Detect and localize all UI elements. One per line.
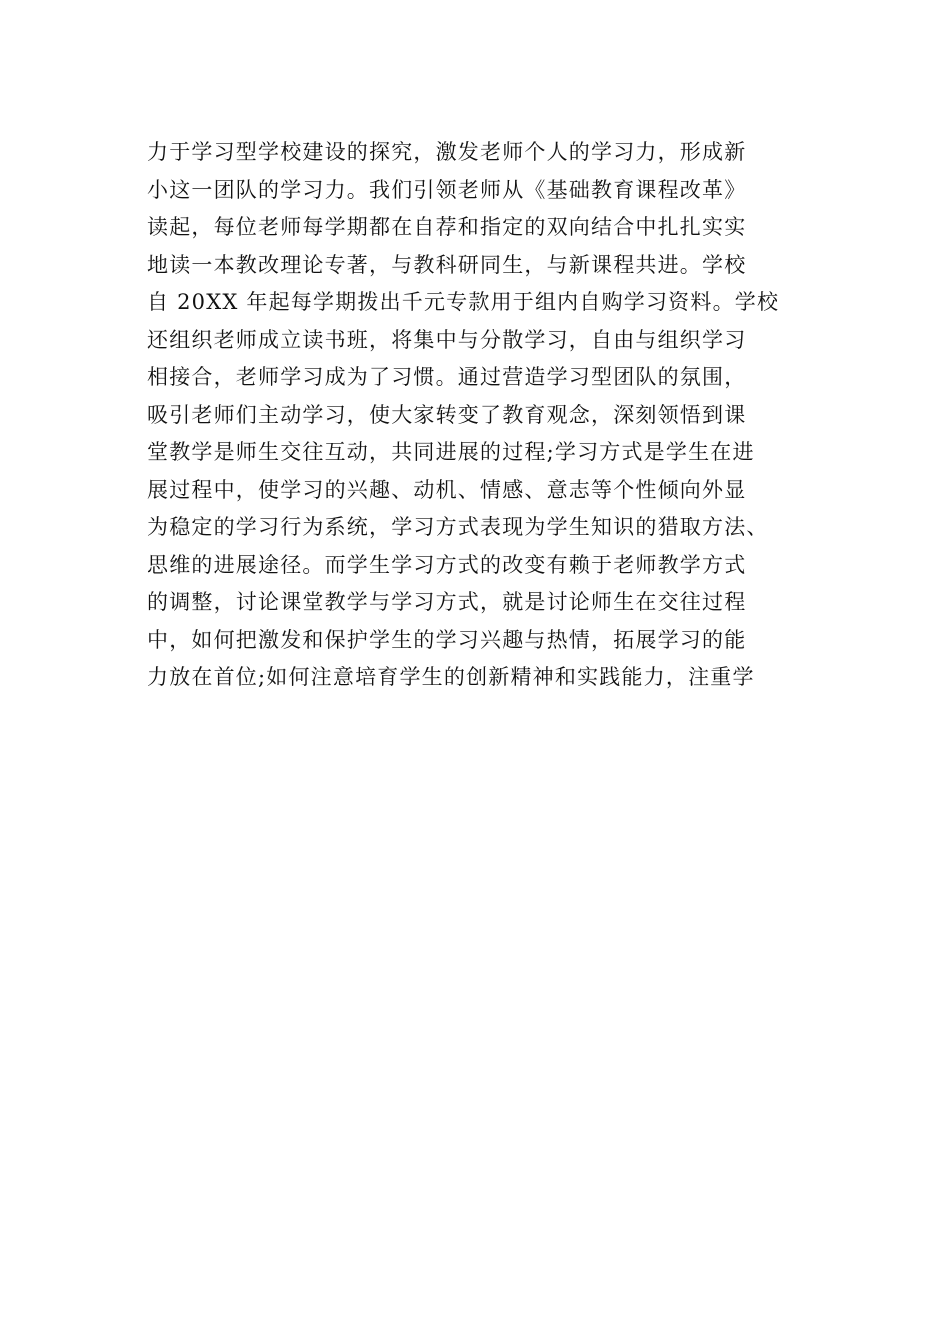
text-line: 读起，每位老师每学期都在自荐和指定的双向结合中扎扎实实 xyxy=(147,215,747,239)
text-line: 相接合，老师学习成为了习惯。通过营造学习型团队的氛围， xyxy=(147,365,747,389)
text-line: 思维的进展途径。而学生学习方式的改变有赖于老师教学方式 xyxy=(147,552,747,577)
text-line: 展过程中，使学习的兴趣、动机、情感、意志等个性倾向外显 xyxy=(147,477,747,502)
text-line: 的调整，讨论课堂教学与学习方式，就是讨论师生在交往过程 xyxy=(147,590,747,614)
text-line: 吸引老师们主动学习，使大家转变了教育观念，深刻领悟到课 xyxy=(147,402,747,427)
body-text xyxy=(147,134,827,697)
text-line: 还组织老师成立读书班，将集中与分散学习，自由与组织学习 xyxy=(147,327,747,352)
text-line: 力放在首位;如何注意培育学生的创新精神和实践能力，注重学 xyxy=(147,665,755,689)
text-line: 小这一团队的学习力。我们引领老师从《基础教育课程改革》 xyxy=(147,177,747,202)
text-line: 堂教学是师生交往互动，共同进展的过程;学习方式是学生在进 xyxy=(147,440,755,464)
text-line: 自 20XX 年起每学期拨出千元专款用于组内自购学习资料。学校 xyxy=(147,290,780,314)
text-line: 地读一本教改理论专著，与教科研同生，与新课程共进。学校 xyxy=(147,252,747,277)
text-line: 中，如何把激发和保护学生的学习兴趣与热情，拓展学习的能 xyxy=(147,627,747,652)
text-line: 为稳定的学习行为系统，学习方式表现为学生知识的猎取方法、 xyxy=(147,515,769,539)
text-line: 力于学习型学校建设的探究，激发老师个人的学习力，形成新 xyxy=(147,140,747,164)
